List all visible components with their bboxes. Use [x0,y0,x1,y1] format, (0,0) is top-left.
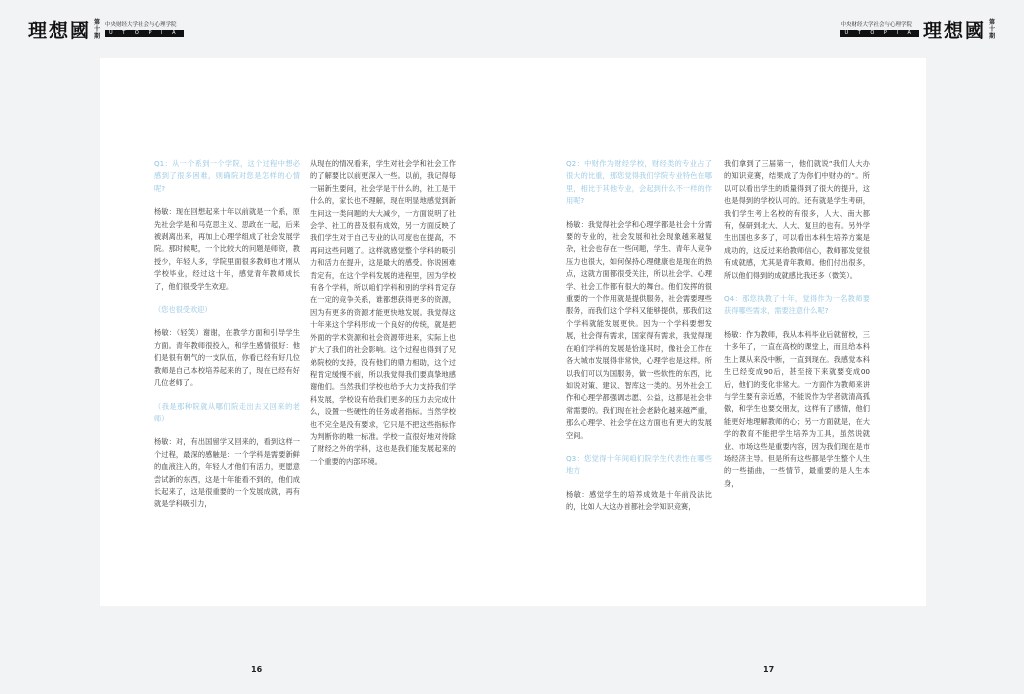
question-paragraph: Q4：那您执教了十年，觉得作为一名教师要获得哪些需求，需要注意什么呢? [724,294,870,316]
question-paragraph: Q2：中财作为财经学校，财经类的专业占了很大的比重，那您觉得我们学院专业特色在哪里，相比于其他专业，会起到什么不一样的作用呢? [566,159,712,206]
answer-paragraph: 杨敏：感觉学生的培养成效是十年前没法比的，比如人大这办首都社会学知识竞赛， [566,489,712,512]
answer-paragraph: 杨敏：我觉得社会学和心理学都是社会十分需要的专业的，社会发展和社会现象越来越复杂，社会也存在一些问题，学生、青年人竞争压力也很大，如何保持心理健康也是现在的热点，这就方面都很受关注，所以社会学、心理学、社会工作都有很大的舞台。他们发挥的很重要的一个作用就是提供服务，社会需要理些服务，而我们这个学科又能够提供，那我们这个学科就能发展更快。因为一个学科要想发展，社会得有需求，国家得有需求，我觉得现在咱们学科的发展是恰逢其时，像社会工作在各大城市发展得非常快，心理学也是这样。所以我们可以为国服务，做一些软性的东西，比如说对策、建议、智库这一类的。另外社会工作和心理学都强调志愿、公益，这都是社会非常需要的。我们现在社会老龄化越来越严重，那么心理学、社会学在这方面也有更大的发展空间。 [566,219,712,440]
issue-label: 第 十 期 [988,18,995,40]
logo: 理想國 [922,19,986,42]
page-header-right [840,12,998,46]
brand-block [105,22,184,37]
question-paragraph: Q3：您觉得十年间咱们院学生代表性在哪些地方 [566,453,712,476]
utopia-bar: U T O P I A [105,30,184,37]
brand-block [840,22,919,37]
content-panel [100,58,926,606]
text-column-3 [566,158,712,525]
text-column-2 [310,158,456,479]
org-name: 中央财经大学社会与心理学院 [105,21,177,28]
question-paragraph: Q1：从一个系到一个学院，这个过程中想必感到了很多困难，则确院对您是怎样的心情呢? [154,159,300,193]
text-column-1 [154,158,300,522]
question-paragraph: （我是那种院就从哪们院走出去又回来的老师） [154,401,300,423]
logo: 理想國 [28,19,92,42]
utopia-bar: U T O P I A [840,30,919,37]
page-number-left: 16 [251,665,263,674]
page-header-left [28,12,184,46]
org-name: 中央财经大学社会与心理学院 [840,21,912,28]
answer-paragraph: 杨敏：现在回想起来十年以前就是一个系，原先社会学是和马克思主义、思政在一起，后来被剥离出来，再加上心理学组成了社会发展学院。那时候呢，一个比较大的问题是师资，教授少，年轻人多，学院里面很多教师也才刚从学校毕业，经过这十年，感觉青年教师成长了，他们很受学生欢迎。 [154,207,300,291]
text-column-4 [724,158,870,501]
answer-paragraph: 杨敏：（轻笑）谢谢，在教学方面和引导学生方面。青年教师很投入，和学生感情很好：他们是很有朝气的一支队伍，你看已经有好几位教师是自己本校培养起来的了，现在已经有好几位老师了。 [154,328,300,388]
question-paragraph: （您也很受欢迎） [154,305,212,315]
issue-label: 第 十 期 [94,18,101,40]
answer-paragraph: 杨敏：对，有出国留学又回来的，看到这样一个过程，最深的感触是：一个学科是需要新鲜的血液注入的，年轻人才他们有活力，更愿意尝试新的东西，这是十年能看不到的，他们成长起来了，这是很重要的一个发展成就，再有就是学科吸引力， [154,437,300,509]
answer-paragraph: 我们拿到了三届第一，他们就说“我们人大办的知识竞赛，结果成了为你们中财办的”。所以可以看出学生的质量得到了很大的提升，这也是得到的学校认可的。还有就是学生考研，我们学生考上名校的有很多，人大、南大都有，保研到北大、人大、复旦的也有。另外学生出国也多多了，可以看出本科生培养方案是成功的，这反过来给教师信心，教师都发觉很有成就感，尤其是青年教师。他们付出很多，所以他们得到的成就感比我还多（微笑）。 [724,159,870,280]
page-number-right: 17 [763,665,775,674]
answer-paragraph: 杨敏：作为教师，我从本科毕业后就留校，三十多年了，一直在高校的课堂上，而且给本科生上课从来没中断，一直到现在。我感觉本科生已经变成90后，甚至接下来就要变成00后，他们的变化非常大。一方面作为教师来讲与学生要有亲近感，不能说作为学者就清高孤傲，和学生也要交朋友，这样有了感情，他们能更好地理解教师的心；另一方面就是，在大学的教育不能把学生培养为工具，虽然说就业、市场这些是重要内容，因为我们现在是市场经济主导。但是所有这些都是学生整个人生的一些插曲，一些情节，最重要的是人生本身， [724,329,870,488]
answer-paragraph: 从现在的情况看来，学生对社会学和社会工作的了解要比以前更深入一些。以前，我记得每一届新生要问，社会学是干什么的，社工是干什么的，家长也不理解，现在明显地感觉到新生问这一类问题的大大减少，一方面说明了社会学、社工的普及很有成效，另一方面反映了我们学生对于自己专业的认可度也在提高，不再问这些问题了。这样就感觉整个学科的吸引力和活力在提升，这是最大的感受。你说困难肯定有，在这个学科发展的进程里，因为学校有各个学科，所以咱们学科和别的学科肯定存在一定的竞争关系，谁都想获得更多的资源，因为有更多的资源才能更快地发展。我觉得这十年来这个学科形成一个良好的传统，就是把外面的学术资源和社会资源带进来，实际上也扩大了我们的社会影响。这个过程也得到了兄弟院校的支持，没有他们的鼎力相助，这个过程肯定缓慢不前，所以我觉得我们要真挚地感谢他们。当然我们学校也给予大力支持我们学科发展，学校设有给我们更多的压力去完成什么，设置一些硬性的任务或者指标。当然学校也不完全是没有要求，它只是不把这些指标作为判断你的唯一标准。学校一直很好地对待除了财经之外的学科，这也是我们能发展起来的一个重要的内部环境。 [310,159,456,466]
